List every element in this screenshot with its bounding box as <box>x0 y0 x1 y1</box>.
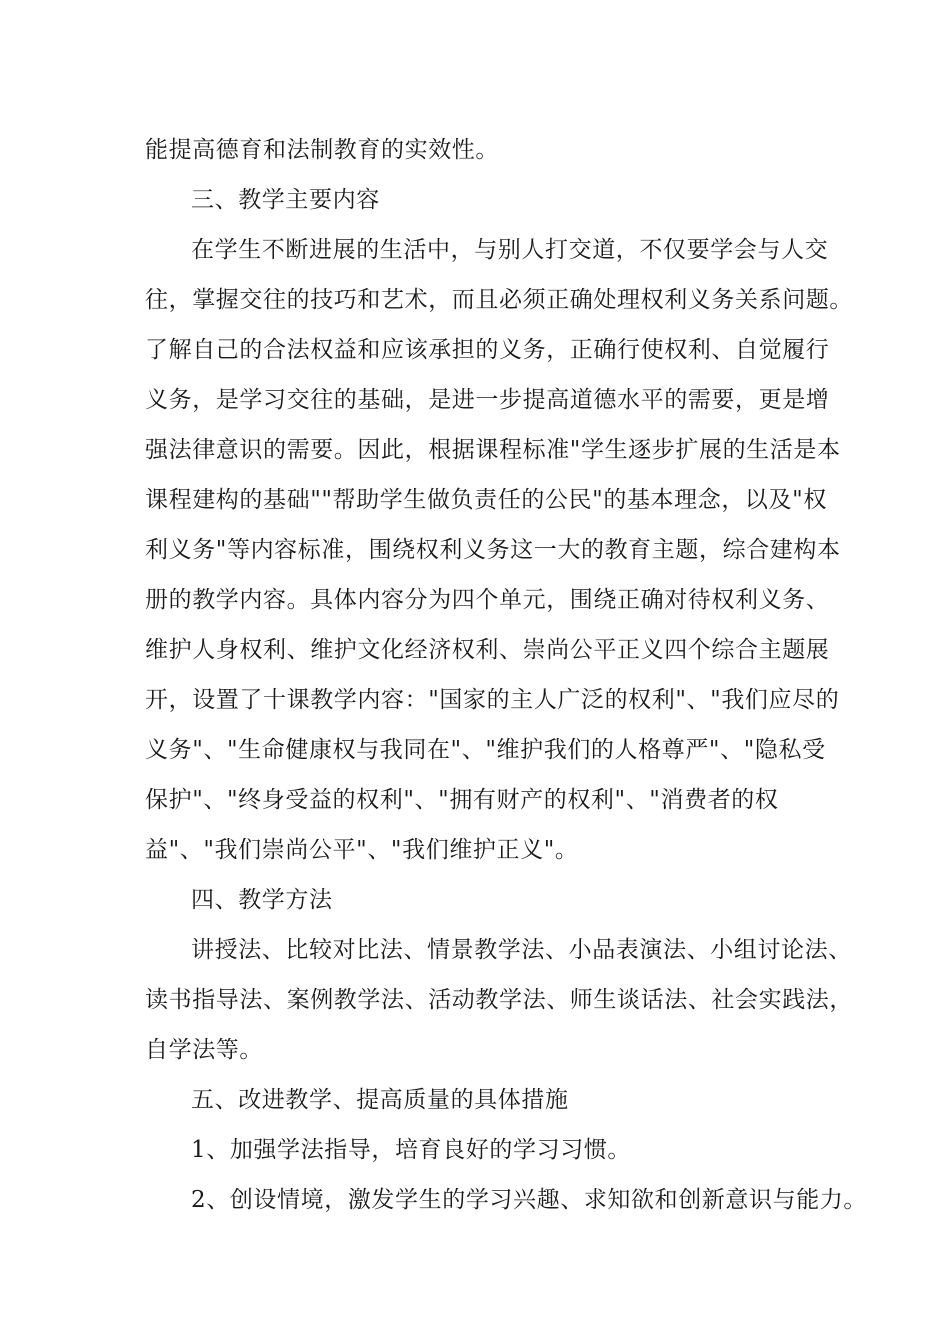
list-item: 1、加强学法指导，培育良好的学习习惯。 <box>191 1137 632 1163</box>
section-heading-teaching-methods: 四、教学方法 <box>191 887 333 913</box>
paragraph-line: 往，掌握交往的技巧和艺术，而且必须正确处理权利义务关系问题。 <box>145 287 853 313</box>
paragraph-line: 读书指导法、案例教学法、活动教学法、师生谈话法、社会实践法， <box>145 987 853 1013</box>
section-heading-improvement-measures: 五、改进教学、提高质量的具体措施 <box>191 1087 569 1113</box>
paragraph-line: 开，设置了十课教学内容："国家的主人广泛的权利"、"我们应尽的 <box>145 687 840 713</box>
paragraph-line: 了解自己的合法权益和应该承担的义务，正确行使权利、自觉履行 <box>145 337 830 363</box>
paragraph-line: 课程建构的基础""帮助学生做负责任的公民"的基本理念，以及"权 <box>145 487 827 513</box>
paragraph-line: 利义务"等内容标准，围绕权利义务这一大的教育主题，综合建构本 <box>145 537 841 563</box>
paragraph-line: 益"、"我们崇尚公平"、"我们维护正义"。 <box>145 837 579 863</box>
paragraph-line: 义务，是学习交往的基础，是进一步提高道德水平的需要，更是增 <box>145 387 830 413</box>
paragraph-line: 保护"、"终身受益的权利"、"拥有财产的权利"、"消费者的权 <box>145 787 779 813</box>
paragraph-line: 自学法等。 <box>145 1037 263 1063</box>
text-line-continuation: 能提高德育和法制教育的实效性。 <box>145 137 499 163</box>
paragraph-line: 册的教学内容。具体内容分为四个单元，围绕正确对待权利义务、 <box>145 587 830 613</box>
section-heading-teaching-content: 三、教学主要内容 <box>191 187 380 213</box>
paragraph-line: 在学生不断进展的生活中，与别人打交道，不仅要学会与人交 <box>191 237 829 263</box>
paragraph-line: 强法律意识的需要。因此，根据课程标准"学生逐步扩展的生活是本 <box>145 437 841 463</box>
list-item: 2、创设情境，激发学生的学习兴趣、求知欲和创新意识与能力。 <box>191 1187 868 1213</box>
paragraph-line: 讲授法、比较对比法、情景教学法、小品表演法、小组讨论法、 <box>191 937 852 963</box>
paragraph-line: 维护人身权利、维护文化经济权利、崇尚公平正义四个综合主题展 <box>145 637 830 663</box>
paragraph-line: 义务"、"生命健康权与我同在"、"维护我们的人格尊严"、"隐私受 <box>145 737 826 763</box>
